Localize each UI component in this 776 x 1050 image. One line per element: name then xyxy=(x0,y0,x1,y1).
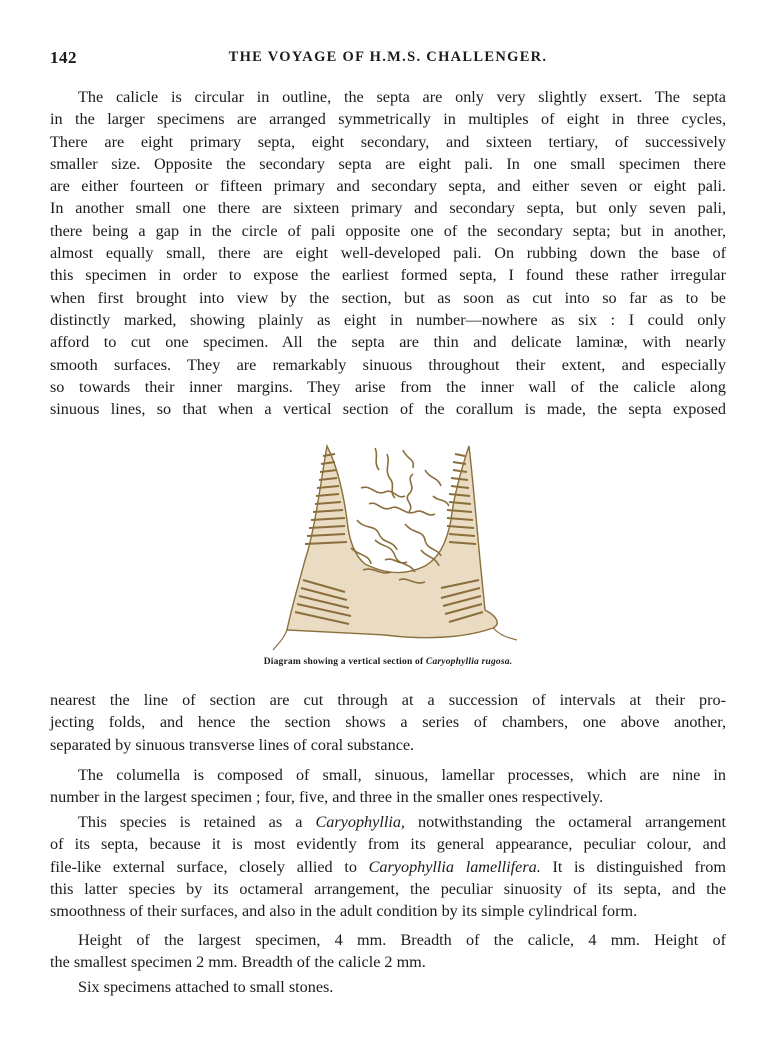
text-line: There are eight primary septa, eight secondary, and sixteen tertiary, of successively xyxy=(50,132,726,151)
text-line: when first brought into view by the section, but as soon as cut into so far as to be xyxy=(50,288,726,307)
text-line: this latter species by its octameral arrangement, the peculiar sinuosity of its septa, and the xyxy=(50,879,726,898)
text-line: smaller size. Opposite the secondary septa are eight pali. In one small specimen there xyxy=(50,154,726,173)
paragraph-2 xyxy=(50,689,726,756)
species-name: Caryophyllia lamellifera. xyxy=(368,857,541,876)
text-line: so towards their inner margins. They arise from the inner wall of the calicle along xyxy=(50,377,726,396)
paragraph-6 xyxy=(50,976,726,998)
text-line: jecting folds, and hence the section shows a series of chambers, one above another, xyxy=(50,713,726,732)
text-run: This species is retained as a xyxy=(78,813,316,831)
paragraph-4 xyxy=(50,811,726,922)
text-line: separated by sinuous transverse lines of coral substance. xyxy=(50,735,415,754)
text-run: file-like external surface, closely allied to xyxy=(50,857,369,876)
text-line: of its septa, because it is most evidently from its general appearance, peculiar colour, and xyxy=(50,835,726,854)
text-line: Six specimens attached to small stones. xyxy=(78,978,334,996)
text-line: there being a gap in the circle of pali opposite one of the secondary septa; but in another, xyxy=(50,221,726,240)
text-run: It is distinguished from xyxy=(540,857,726,876)
text-line: are either fourteen or fifteen primary and secondary septa, and either seven or eight pali. xyxy=(50,177,726,196)
text-line: sinuous lines, so that when a vertical section of the corallum is made, the septa exposed xyxy=(50,400,726,419)
text-line xyxy=(50,811,726,833)
text-line: smoothness of their surfaces, and also in the adult condition by its simple cylindrical form. xyxy=(50,902,638,921)
text-line: nearest the line of section are cut through at a succession of intervals at their pro- xyxy=(50,691,726,709)
text-line: number in the largest specimen ; four, five, and three in the smaller ones respectively. xyxy=(50,788,604,807)
text-line: afford to cut one specimen. All the septa are thin and delicate laminæ, with nearly xyxy=(50,333,726,352)
figure-caption xyxy=(0,657,776,667)
paragraph-1 xyxy=(50,86,726,420)
text-line: In another small one there are sixteen primary and secondary septa, but only seven pali, xyxy=(50,199,726,218)
text-line: almost equally small, there are eight well-developed pali. On rubbing down the base of xyxy=(50,244,726,263)
coral-section-diagram xyxy=(265,440,525,658)
paragraph-5 xyxy=(50,929,726,974)
text-line: this specimen in order to expose the earliest formed septa, I found these rather irregular xyxy=(50,266,726,285)
text-line: The columella is composed of small, sinuous, lamellar processes, which are nine in xyxy=(78,766,726,784)
text-line: in the larger specimens are arranged symmetrically in multiples of eight in three cycles, xyxy=(50,110,726,129)
text-line: Height of the largest specimen, 4 mm. Breadth of the calicle, 4 mm. Height of xyxy=(78,931,726,949)
caption-text: Diagram showing a vertical section of xyxy=(263,657,426,667)
text-run: notwithstanding the octameral arrangement xyxy=(404,813,726,831)
genus-name: Caryophyllia, xyxy=(315,813,405,831)
text-line: The calicle is circular in outline, the septa are only very slightly exsert. The septa xyxy=(78,88,726,106)
caption-species: Caryophyllia rugosa. xyxy=(425,657,513,667)
running-head: THE VOYAGE OF H.M.S. CHALLENGER. xyxy=(228,49,548,65)
text-line: the smallest specimen 2 mm. Breadth of the calicle 2 mm. xyxy=(50,953,426,972)
paragraph-3 xyxy=(50,764,726,809)
text-line: distinctly marked, showing plainly as eight in number—nowhere as six : I could only xyxy=(50,310,726,329)
text-line: smooth surfaces. They are remarkably sinuous throughout their extent, and especially xyxy=(50,355,726,374)
text-line xyxy=(50,856,726,878)
page-number: 142 xyxy=(50,48,77,67)
